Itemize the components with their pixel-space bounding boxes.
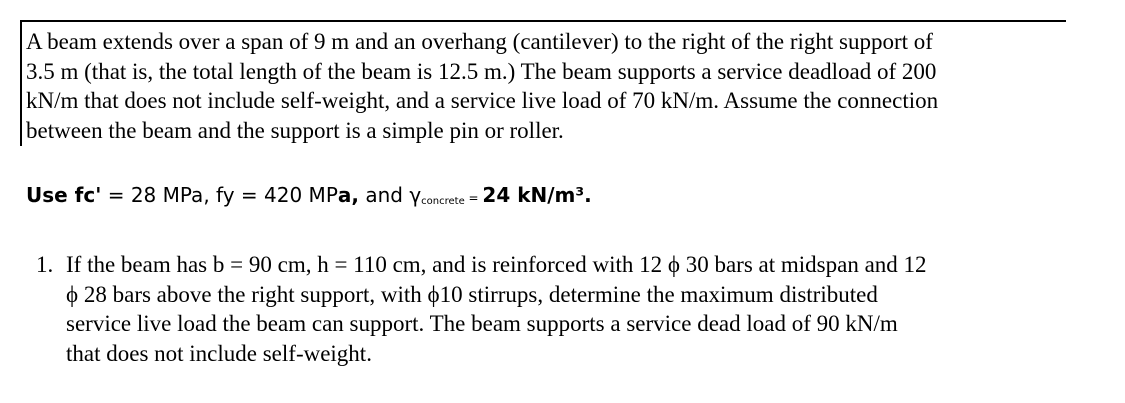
fy-unit-end: a,	[337, 183, 359, 207]
gamma-symbol: γ	[409, 183, 422, 207]
gamma-subscript: concrete	[421, 196, 465, 207]
and-text: and	[358, 183, 410, 207]
given-values	[26, 180, 592, 217]
fc-fy-values: = 28 MPa, fy = 420 MP	[101, 183, 338, 207]
problem-intro: A beam extends over a span of 9 m and an overhang (cantilever) to the right of the right support of 3.5 m (that is, the total length of the beam is 12.5 m.) The beam supports a service deadload of 200 kN/m that does not include self-weight, and a service live load of 70 kN/m. Assume the connection between the beam and the support is a simple pin or roller.	[26, 29, 939, 143]
gamma-equals: =	[464, 191, 483, 205]
use-label: Use fc'	[26, 183, 102, 207]
gamma-value: 24 kN/m³.	[482, 183, 592, 207]
question-text: If the beam has b = 90 cm, h = 110 cm, and is reinforced with 12 ϕ 30 bars at midspan and 12 ϕ 28 bars above the right support, with ϕ10 stirrups, determine the maximum distributed service live load the beam can support. The beam supports a service dead load of 90 kN/m that does not include self-weight.	[66, 252, 927, 366]
question-number: 1.	[36, 252, 54, 277]
